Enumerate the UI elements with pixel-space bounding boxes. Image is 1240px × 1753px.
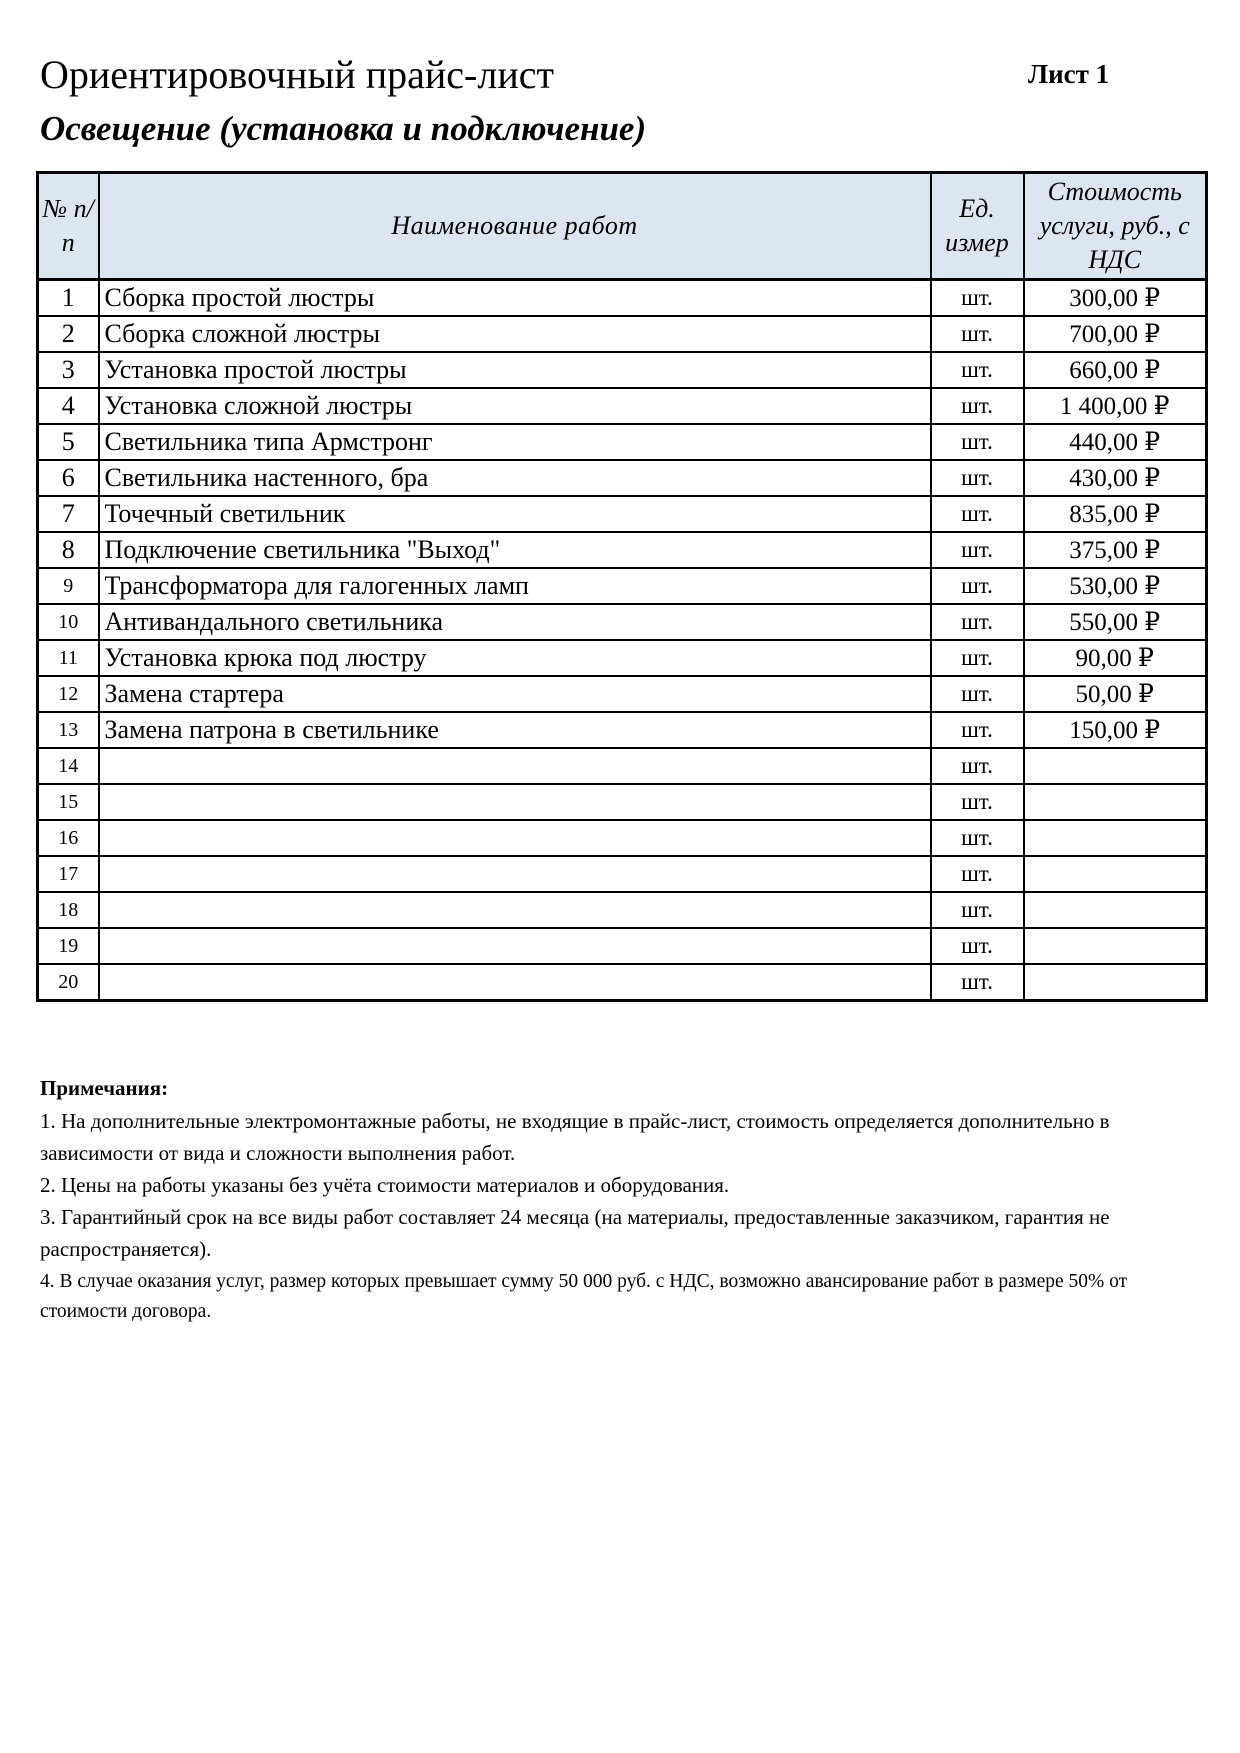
column-header-num: [38, 173, 99, 280]
row-number: 20: [38, 964, 99, 1001]
unit-cell: шт.: [931, 568, 1024, 604]
row-number: 11: [38, 640, 99, 676]
table-row: [38, 676, 1207, 712]
table-row: [38, 712, 1207, 748]
work-name: Точечный светильник: [99, 496, 931, 532]
sheet-label: Лист 1: [1028, 59, 1110, 89]
table-row: [38, 604, 1207, 640]
unit-cell: шт.: [931, 676, 1024, 712]
price-cell: 50,00 ₽: [1024, 676, 1207, 712]
row-number: 16: [38, 820, 99, 856]
work-name: [99, 784, 931, 820]
work-name: Светильника типа Армстронг: [99, 424, 931, 460]
price-cell: 150,00 ₽: [1024, 712, 1207, 748]
table-row: [38, 316, 1207, 352]
price-cell: 530,00 ₽: [1024, 568, 1207, 604]
row-number: 14: [38, 748, 99, 784]
row-number: 4: [38, 388, 99, 424]
unit-cell: шт.: [931, 352, 1024, 388]
column-header-price: [1024, 173, 1207, 280]
price-cell: 1 400,00 ₽: [1024, 388, 1207, 424]
price-cell: [1024, 820, 1207, 856]
unit-cell: шт.: [931, 784, 1024, 820]
table-row: [38, 640, 1207, 676]
work-name: Антивандального светильника: [99, 604, 931, 640]
price-cell: [1024, 964, 1207, 1001]
row-number: 1: [38, 280, 99, 317]
price-cell: 375,00 ₽: [1024, 532, 1207, 568]
price-cell: 550,00 ₽: [1024, 604, 1207, 640]
row-number: 7: [38, 496, 99, 532]
table-body: [38, 280, 1207, 1001]
unit-cell: шт.: [931, 424, 1024, 460]
row-number: 18: [38, 892, 99, 928]
unit-cell: шт.: [931, 604, 1024, 640]
column-header-name-label: Наименование работ: [391, 211, 638, 240]
row-number: 5: [38, 424, 99, 460]
row-number: 15: [38, 784, 99, 820]
column-header-unit: [931, 173, 1024, 280]
price-cell: [1024, 928, 1207, 964]
unit-cell: шт.: [931, 388, 1024, 424]
table-header-row: [38, 173, 1207, 280]
note-item-1: 1. На дополнительные электромонтажные работы, не входящие в прайс-лист, стоимость определяется дополнительно в зависимости от вида и сложности выполнения работ.: [40, 1109, 1110, 1165]
price-cell: 835,00 ₽: [1024, 496, 1207, 532]
column-header-name: [99, 173, 931, 280]
table-row: [38, 784, 1207, 820]
unit-cell: шт.: [931, 928, 1024, 964]
price-cell: [1024, 784, 1207, 820]
work-name: [99, 964, 931, 1001]
unit-cell: шт.: [931, 640, 1024, 676]
column-header-price-label: Стоимость услуги, руб., с НДС: [1039, 177, 1190, 274]
row-number: 9: [38, 568, 99, 604]
work-name: [99, 748, 931, 784]
price-cell: 700,00 ₽: [1024, 316, 1207, 352]
unit-cell: шт.: [931, 712, 1024, 748]
work-name: Сборка сложной люстры: [99, 316, 931, 352]
work-name: Замена патрона в светильнике: [99, 712, 931, 748]
price-table: [36, 171, 1208, 1002]
note-item-3: 3. Гарантийный срок на все виды работ составляет 24 месяца (на материалы, предоставленные заказчиком, гарантия не распространяется).: [40, 1205, 1110, 1261]
document-title: Ориентировочный прайс-лист: [40, 52, 554, 97]
work-name: Подключение светильника "Выход": [99, 532, 931, 568]
price-cell: [1024, 856, 1207, 892]
work-name: Сборка простой люстры: [99, 280, 931, 317]
price-cell: 300,00 ₽: [1024, 280, 1207, 317]
notes-section: [40, 1071, 1205, 1327]
price-cell: 90,00 ₽: [1024, 640, 1207, 676]
note-item-4: 4. В случае оказания услуг, размер которых превышает сумму 50 000 руб. с НДС, возможно авансирование работ в размере 50% от стоимости договора.: [40, 1271, 1128, 1322]
work-name: [99, 892, 931, 928]
work-name: Светильника настенного, бра: [99, 460, 931, 496]
table-row: [38, 748, 1207, 784]
row-number: 3: [38, 352, 99, 388]
table-row: [38, 856, 1207, 892]
row-number: 10: [38, 604, 99, 640]
table-row: [38, 568, 1207, 604]
row-number: 19: [38, 928, 99, 964]
table-row: [38, 388, 1207, 424]
work-name: Установка крюка под люстру: [99, 640, 931, 676]
work-name: [99, 856, 931, 892]
unit-cell: шт.: [931, 892, 1024, 928]
price-cell: 440,00 ₽: [1024, 424, 1207, 460]
unit-cell: шт.: [931, 856, 1024, 892]
table-row: [38, 892, 1207, 928]
row-number: 12: [38, 676, 99, 712]
column-header-unit-label: Ед. измер: [945, 194, 1009, 257]
notes-title: Примечания:: [40, 1076, 169, 1100]
note-item-2: 2. Цены на работы указаны без учёта стоимости материалов и оборудования.: [40, 1173, 730, 1197]
table-row: [38, 460, 1207, 496]
price-cell: 430,00 ₽: [1024, 460, 1207, 496]
row-number: 17: [38, 856, 99, 892]
work-name: [99, 928, 931, 964]
row-number: 6: [38, 460, 99, 496]
document-subtitle: Освещение (установка и подключение): [40, 109, 647, 148]
table-row: [38, 424, 1207, 460]
unit-cell: шт.: [931, 532, 1024, 568]
column-header-num-label: № п/п: [42, 194, 94, 257]
unit-cell: шт.: [931, 496, 1024, 532]
work-name: Установка сложной люстры: [99, 388, 931, 424]
unit-cell: шт.: [931, 316, 1024, 352]
table-row: [38, 964, 1207, 1001]
work-name: [99, 820, 931, 856]
row-number: 8: [38, 532, 99, 568]
work-name: Трансформатора для галогенных ламп: [99, 568, 931, 604]
table-row: [38, 532, 1207, 568]
work-name: Замена стартера: [99, 676, 931, 712]
table-row: [38, 496, 1207, 532]
unit-cell: шт.: [931, 820, 1024, 856]
unit-cell: шт.: [931, 460, 1024, 496]
unit-cell: шт.: [931, 280, 1024, 317]
price-cell: [1024, 748, 1207, 784]
price-cell: 660,00 ₽: [1024, 352, 1207, 388]
row-number: 2: [38, 316, 99, 352]
table-row: [38, 928, 1207, 964]
table-row: [38, 352, 1207, 388]
table-row: [38, 820, 1207, 856]
table-row: [38, 280, 1207, 317]
unit-cell: шт.: [931, 748, 1024, 784]
price-cell: [1024, 892, 1207, 928]
unit-cell: шт.: [931, 964, 1024, 1001]
row-number: 13: [38, 712, 99, 748]
work-name: Установка простой люстры: [99, 352, 931, 388]
